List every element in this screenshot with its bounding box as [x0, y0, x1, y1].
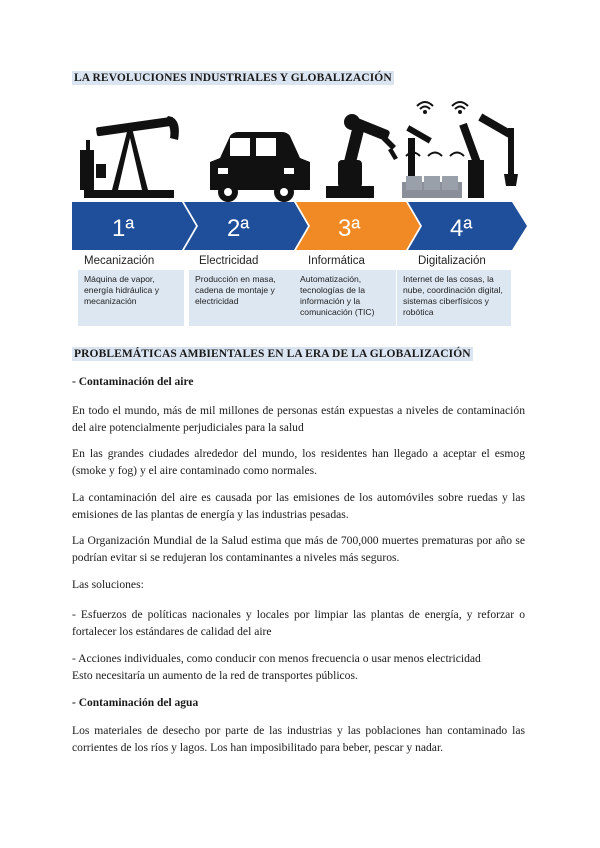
- stage-2-number: 2ª: [227, 215, 250, 242]
- connected-robots-icon: [402, 102, 518, 198]
- stage-3-number: 3ª: [338, 215, 361, 242]
- stage-1-description: Máquina de vapor, energía hidráulica y mecanización: [78, 270, 184, 326]
- air-paragraph-1: En todo el mundo, más de mil millones de personas están expuestas a niveles de contaminación del aire potencialmente perjudiciales para la salud: [72, 404, 525, 434]
- solution-2-line-2: Esto necesitaría un aumento de la red de transportes públicos.: [72, 669, 358, 682]
- air-paragraph-4: La Organización Mundial de la Salud estima que más de 700,000 muertes prematuras por año se podrían evitar si se redujeran los contaminantes a niveles más seguros.: [72, 534, 525, 564]
- stage-2-description: Producción en masa, cadena de montaje y electricidad: [189, 270, 295, 326]
- car-icon: [210, 132, 310, 202]
- solution-2: [72, 650, 525, 684]
- air-heading: - Contaminación del aire: [72, 376, 194, 388]
- stage-2-label: Electricidad: [199, 255, 259, 267]
- stage-4-description: Internet de las cosas, la nube, coordinación digital, sistemas ciberfísicos y robótica: [397, 270, 511, 326]
- page-title: LA REVOLUCIONES INDUSTRIALES Y GLOBALIZACIÓN: [74, 72, 392, 84]
- stage-3-label: Informática: [308, 255, 365, 267]
- stage-1-number: 1ª: [112, 215, 135, 242]
- stage-1-label: Mecanización: [84, 255, 155, 267]
- section-title: PROBLEMÁTICAS AMBIENTALES EN LA ERA DE LA GLOBALIZACIÓN: [74, 348, 471, 360]
- air-paragraph-3: La contaminación del aire es causada por las emisiones de los automóviles sobre ruedas y las emisiones de las plantas de energía y las industrias pesadas.: [72, 491, 525, 521]
- solution-1: - Esfuerzos de políticas nacionales y locales por limpiar las plantas de energía, y reforzar o fortalecer los estándares de calidad del aire: [72, 608, 525, 638]
- infographic-graphics: [72, 98, 527, 258]
- solution-2-line-1: - Acciones individuales, como conducir con menos frecuencia o usar menos electricidad: [72, 652, 481, 665]
- stage-4-number: 4ª: [450, 215, 473, 242]
- oil-pump-icon: [80, 116, 179, 198]
- water-paragraph-1: Los materiales de desecho por parte de las industrias y las poblaciones han contaminado las corrientes de los ríos y lagos. Los han imposibilitado para beber, pescar y nadar.: [72, 724, 525, 754]
- stage-3-description: Automatización, tecnologías de la información y la comunicación (TIC): [294, 270, 396, 326]
- solutions-label: Las soluciones:: [72, 578, 144, 591]
- air-paragraph-2: En las grandes ciudades alrededor del mundo, los residentes han llegado a aceptar el esmog (smoke y fog) y el aire contaminado como normales.: [72, 447, 525, 477]
- industrial-revolutions-infographic: [72, 98, 527, 328]
- water-heading: - Contaminación del agua: [72, 697, 199, 709]
- stage-4-label: Digitalización: [418, 255, 486, 267]
- robot-arm-icon: [326, 114, 398, 198]
